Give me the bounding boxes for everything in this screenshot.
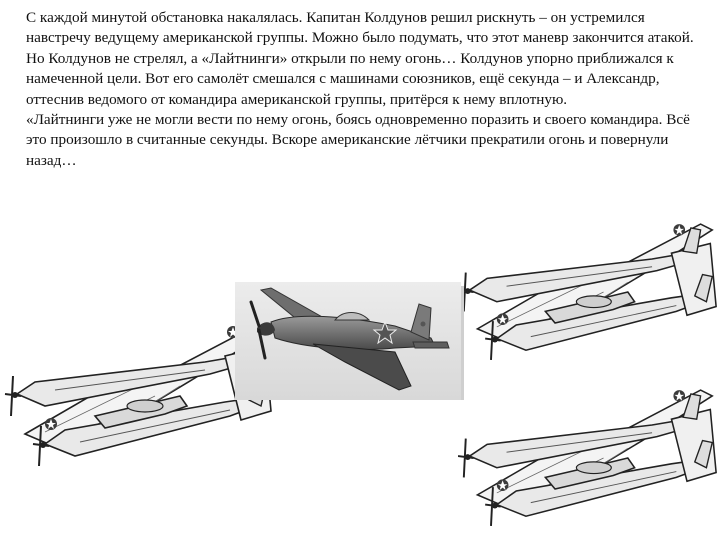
paragraph-2: «Лайтнинги уже не могли вести по нему огонь, боясь одновременно поразить и своего командира. Всё это произошло в считанные секунды. Вскоре американские лётчики прекратили огонь и повернули назад…	[26, 111, 690, 169]
fighter-plane-icon	[235, 282, 461, 400]
plane-drawing-icon	[458, 212, 720, 372]
photo-shadow-edge	[461, 286, 464, 400]
p38-lightning-top-right	[458, 212, 720, 372]
story-text	[26, 8, 706, 171]
paragraph-1: С каждой минутой обстановка накалялась. Капитан Колдунов решил рискнуть – он устремился навстречу ведущему американской группы. Можно было подумать, что этот маневр закончится атакой. Но Колдунов не стрелял, а «Лайтнинги» открыли по нему огонь… Колдунов упорно приближался к намеченной цели. Вот его самолёт смешался с машинами союзников, ещё секунда – и Александр, оттеснив ведомого от командира американской группы, притёрся к нему вплотную.	[26, 9, 694, 108]
plane-drawing-icon	[458, 378, 720, 538]
p38-lightning-bottom-right	[458, 378, 720, 538]
yak-fighter-photo	[235, 282, 461, 400]
